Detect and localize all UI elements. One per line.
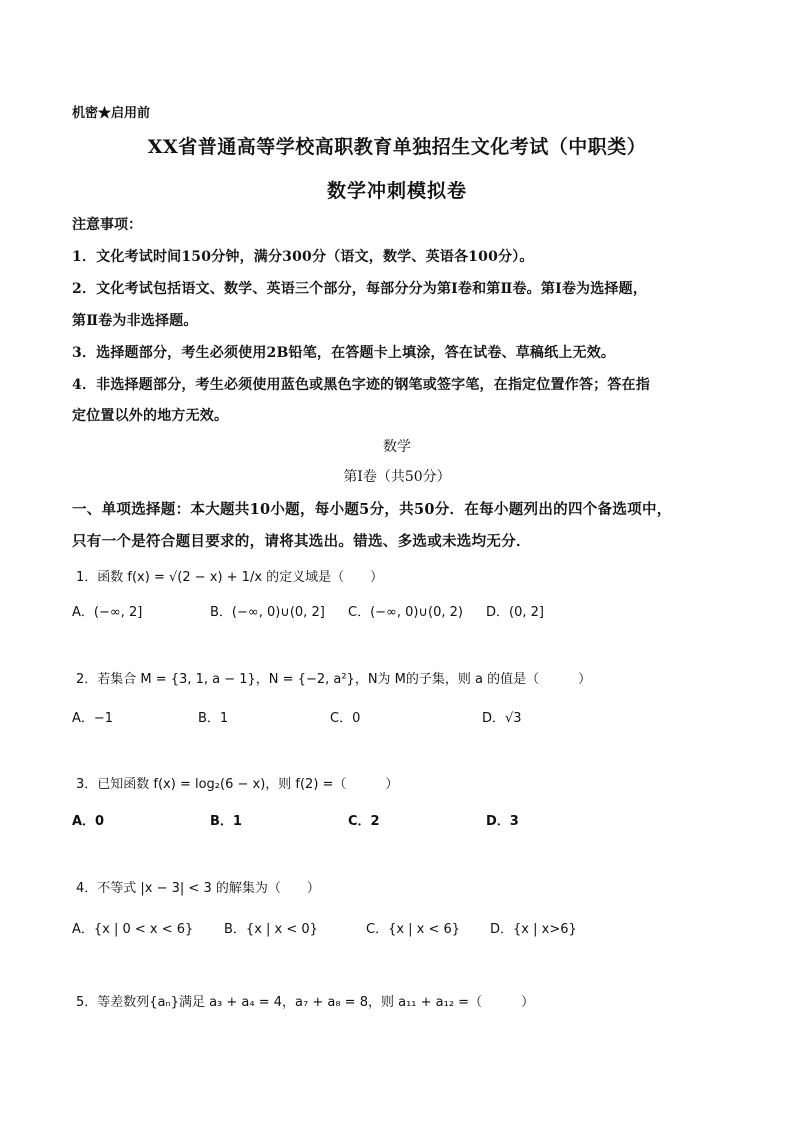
question-4-option-a: A．{x | 0 < x < 6} (72, 922, 194, 937)
confidential-label: 机密★启用前 (72, 106, 151, 121)
question-1-option-c: C．(−∞, 0)∪(0, 2) (348, 605, 463, 620)
question-1-option-d: D．(0, 2] (486, 605, 544, 620)
question-5-stem: 5．等差数列{aₙ}满足 a₃ + a₄ = 4，a₇ + a₈ = 8，则 a₁₁ + a₁₂ =（ ） (76, 995, 535, 1010)
question-3-stem: 3．已知函数 f(x) = log₂(6 − x)，则 f(2) =（ ） (76, 777, 399, 792)
note-line-4: 4．非选择题部分，考生必须使用蓝色或黑色字迹的钢笔或签字笔，在指定位置作答；答在指 (72, 377, 650, 393)
question-4-option-b: B．{x | x < 0} (224, 922, 318, 937)
note-line-4-cont: 定位置以外的地方无效。 (72, 408, 229, 424)
question-2-stem: 2．若集合 M = {3, 1, a − 1}，N = {−2, a²}，N为 M的子集，则 a 的值是（ ） (76, 672, 592, 687)
question-1-stem: 1．函数 f(x) = √(2 − x) + 1/x 的定义域是（ ） (76, 570, 384, 585)
subject-heading: 数学 (383, 439, 411, 455)
section-instructions-line-2: 只有一个是符合题目要求的，请将其选出。错选、多选或未选均无分． (72, 533, 531, 550)
question-2-option-a: A．−1 (72, 711, 114, 726)
question-1-option-b: B．(−∞, 0)∪(0, 2] (210, 605, 325, 620)
note-line-2: 2．文化考试包括语文、数学、英语三个部分，每部分分为第Ⅰ卷和第Ⅱ卷。第Ⅰ卷为选择题， (72, 281, 648, 297)
question-2-option-c: C．0 (330, 711, 361, 726)
note-line-2-cont: 第Ⅱ卷为非选择题。 (72, 313, 198, 329)
note-line-3: 3．选择题部分，考生必须使用2B铅笔，在答题卡上填涂，答在试卷、草稿纸上无效。 (72, 345, 616, 361)
question-3-option-a: A．0 (72, 814, 105, 829)
question-4-option-c: C．{x | x < 6} (366, 922, 461, 937)
question-4-option-d: D．{x | x>6} (490, 922, 577, 937)
question-3-option-d: D．3 (486, 814, 519, 829)
exam-subtitle: 数学冲刺模拟卷 (326, 180, 467, 202)
question-1-option-a: A．(−∞, 2] (72, 605, 143, 620)
question-4-stem: 4．不等式 |x − 3| < 3 的解集为（ ） (76, 881, 320, 896)
question-3-option-c: C．2 (348, 814, 380, 829)
question-2-option-b: B．1 (198, 711, 229, 726)
notes-heading: 注意事项： (72, 217, 142, 233)
question-3-option-b: B．1 (210, 814, 242, 829)
part-heading: 第Ⅰ卷（共50分） (343, 469, 451, 485)
exam-title: XX省普通高等学校高职教育单独招生文化考试（中职类） (147, 136, 647, 158)
question-2-option-d: D．√3 (482, 711, 522, 726)
section-instructions-line-1: 一、单项选择题：本大题共10小题，每小题5分，共50分．在每小题列出的四个备选项中， (72, 501, 672, 518)
note-line-1: 1．文化考试时间150分钟，满分300分（语文，数学、英语各100分）。 (72, 249, 534, 265)
